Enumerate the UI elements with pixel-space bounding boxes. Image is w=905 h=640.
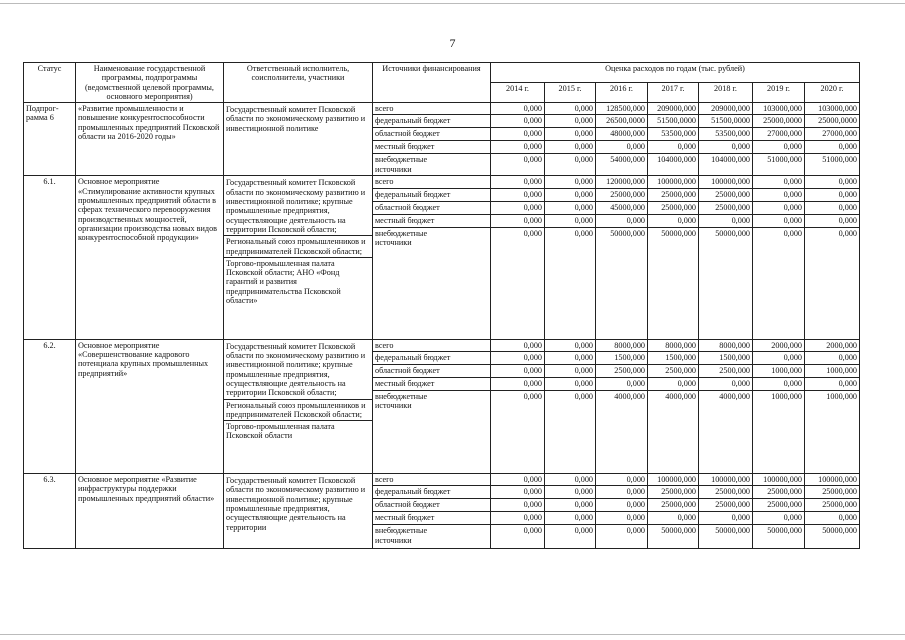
- amount-cell: 0,000: [545, 227, 596, 339]
- amount-cell: 0,000: [491, 378, 545, 391]
- header-year: 2018 г.: [699, 83, 753, 103]
- amount-cell: 0,000: [596, 512, 648, 525]
- amount-cell: 103000,000: [805, 103, 860, 115]
- table-body: [24, 103, 860, 549]
- amount-cell: 0,000: [805, 188, 860, 201]
- header-executor: Ответственный исполнитель, соисполнители, участники: [224, 63, 373, 103]
- amount-cell: 0,000: [491, 365, 545, 378]
- amount-cell: 2000,000: [753, 339, 805, 351]
- amount-cell: 25000,000: [753, 499, 805, 512]
- amount-cell: 0,000: [491, 512, 545, 525]
- amount-cell: 25000,000: [648, 499, 699, 512]
- amount-cell: 0,000: [545, 214, 596, 227]
- funding-source-cell: местный бюджет: [373, 141, 491, 154]
- amount-cell: 0,000: [545, 339, 596, 351]
- financing-table: [23, 62, 860, 549]
- status-cell: 6.1.: [24, 176, 76, 339]
- amount-cell: 25000,000: [648, 486, 699, 499]
- amount-cell: 27000,000: [753, 128, 805, 141]
- amount-cell: 25000,0000: [753, 115, 805, 128]
- amount-cell: 25000,000: [805, 499, 860, 512]
- amount-cell: 0,000: [491, 486, 545, 499]
- amount-cell: 0,000: [699, 141, 753, 154]
- funding-source-cell: федеральный бюджет: [373, 188, 491, 201]
- amount-cell: 2500,000: [596, 365, 648, 378]
- amount-cell: 0,000: [648, 512, 699, 525]
- amount-cell: 0,000: [545, 154, 596, 176]
- funding-source-cell: всего: [373, 103, 491, 115]
- executor-cell: [224, 176, 373, 339]
- amount-cell: 4000,000: [699, 391, 753, 474]
- funding-source-cell: внебюджетные источники: [373, 227, 491, 339]
- program-name-cell: Основное мероприятие «Совершенствование кадрового потенциала крупных промышленных предприятий»: [76, 339, 224, 473]
- executor-item: Торгово-промышленная палата Псковской области; АНО «Фонд гарантий и развития предпринимательства Псковской области»: [224, 257, 372, 306]
- funding-source-cell: федеральный бюджет: [373, 352, 491, 365]
- amount-cell: 0,000: [699, 214, 753, 227]
- header-year: 2019 г.: [753, 83, 805, 103]
- amount-cell: 1500,000: [596, 352, 648, 365]
- funding-source-cell: федеральный бюджет: [373, 115, 491, 128]
- funding-source-cell: областной бюджет: [373, 201, 491, 214]
- amount-cell: 0,000: [545, 103, 596, 115]
- amount-cell: 48000,000: [596, 128, 648, 141]
- amount-cell: 0,000: [491, 499, 545, 512]
- amount-cell: 0,000: [491, 391, 545, 474]
- amount-cell: 2500,000: [699, 365, 753, 378]
- amount-cell: 104000,000: [648, 154, 699, 176]
- page-number: 7: [449, 36, 456, 50]
- amount-cell: 128500,000: [596, 103, 648, 115]
- amount-cell: 0,000: [545, 525, 596, 549]
- amount-cell: 50000,000: [699, 525, 753, 549]
- funding-source-cell: всего: [373, 339, 491, 351]
- amount-cell: 0,000: [753, 201, 805, 214]
- amount-cell: 0,000: [805, 512, 860, 525]
- header-status: Статус: [24, 63, 76, 103]
- executor-item: Государственный комитет Псковской области по экономическому развитию и инвестиционной политике; крупные промышленные предприятия, осуществляющие деятельность на территории Псковской области;: [226, 341, 366, 398]
- amount-cell: 8000,000: [648, 339, 699, 351]
- executor-item: Региональный союз промышленников и предпринимателей Псковской области;: [224, 399, 372, 421]
- funding-source-cell: внебюджетные источники: [373, 525, 491, 549]
- amount-cell: 51500,0000: [699, 115, 753, 128]
- amount-cell: 0,000: [753, 176, 805, 188]
- amount-cell: 2000,000: [805, 339, 860, 351]
- header-year: 2017 г.: [648, 83, 699, 103]
- amount-cell: 0,000: [753, 214, 805, 227]
- program-name-cell: Основное мероприятие «Стимулирование активности крупных промышленных предприятий области в сферах технического перевооружения производственных мощностей, организации производства новых видов конкурентоспособной продукции»: [76, 176, 224, 339]
- amount-cell: 100000,000: [648, 176, 699, 188]
- amount-cell: 50000,000: [596, 227, 648, 339]
- executor-item: Торгово-промышленная палата Псковской области: [224, 420, 372, 442]
- amount-cell: 0,000: [753, 141, 805, 154]
- amount-cell: 2500,000: [648, 365, 699, 378]
- amount-cell: 51000,000: [753, 154, 805, 176]
- amount-cell: 0,000: [491, 525, 545, 549]
- amount-cell: 0,000: [491, 227, 545, 339]
- header-row: [24, 63, 860, 83]
- amount-cell: 0,000: [596, 499, 648, 512]
- amount-cell: 25000,000: [596, 188, 648, 201]
- amount-cell: 0,000: [753, 352, 805, 365]
- amount-cell: 53500,000: [699, 128, 753, 141]
- table-row: [24, 103, 860, 115]
- program-name-cell: «Развитие промышленности и повышение конкурентоспособности промышленных предприятий Псковской области на 2016-2020 годы»: [76, 103, 224, 176]
- amount-cell: 51000,000: [805, 154, 860, 176]
- amount-cell: 0,000: [699, 512, 753, 525]
- amount-cell: 0,000: [805, 352, 860, 365]
- amount-cell: 0,000: [805, 227, 860, 339]
- funding-source-cell: местный бюджет: [373, 378, 491, 391]
- amount-cell: 0,000: [805, 176, 860, 188]
- amount-cell: 0,000: [491, 214, 545, 227]
- amount-cell: 50000,000: [648, 227, 699, 339]
- amount-cell: 50000,000: [648, 525, 699, 549]
- table-row: [24, 339, 860, 351]
- amount-cell: 209000,000: [648, 103, 699, 115]
- amount-cell: 25000,000: [753, 486, 805, 499]
- amount-cell: 54000,000: [596, 154, 648, 176]
- amount-cell: 0,000: [805, 214, 860, 227]
- amount-cell: 0,000: [648, 141, 699, 154]
- amount-cell: 0,000: [545, 176, 596, 188]
- executor-item: Государственный комитет Псковской области по экономическому развитию и инвестиционной политике; крупные промышленные предприятия, осуществляющие деятельность на территории Псковской области;: [226, 178, 366, 234]
- header-sources: Источники финансирования: [373, 63, 491, 103]
- amount-cell: 0,000: [545, 365, 596, 378]
- amount-cell: 0,000: [805, 201, 860, 214]
- header-year: 2014 г.: [491, 83, 545, 103]
- amount-cell: 0,000: [545, 486, 596, 499]
- amount-cell: 0,000: [491, 128, 545, 141]
- amount-cell: 100000,000: [805, 474, 860, 486]
- amount-cell: 25000,000: [699, 201, 753, 214]
- amount-cell: 209000,000: [699, 103, 753, 115]
- amount-cell: 0,000: [545, 141, 596, 154]
- amount-cell: 25000,000: [699, 499, 753, 512]
- amount-cell: 0,000: [545, 378, 596, 391]
- amount-cell: 51500,0000: [648, 115, 699, 128]
- funding-source-cell: всего: [373, 176, 491, 188]
- amount-cell: 4000,000: [596, 391, 648, 474]
- amount-cell: 1500,000: [699, 352, 753, 365]
- amount-cell: 0,000: [545, 512, 596, 525]
- executor-cell: [224, 474, 373, 549]
- funding-source-cell: внебюджетные источники: [373, 154, 491, 176]
- amount-cell: 0,000: [491, 188, 545, 201]
- amount-cell: 100000,000: [648, 474, 699, 486]
- amount-cell: 0,000: [753, 188, 805, 201]
- amount-cell: 0,000: [596, 141, 648, 154]
- executor-item: Государственный комитет Псковской области по экономическому развитию и инвестиционной политике: [226, 105, 366, 133]
- executor-item: Региональный союз промышленников и предпринимателей Псковской области;: [224, 235, 372, 257]
- amount-cell: 120000,000: [596, 176, 648, 188]
- status-cell: 6.3.: [24, 474, 76, 549]
- amount-cell: 26500,0000: [596, 115, 648, 128]
- amount-cell: 0,000: [491, 474, 545, 486]
- amount-cell: 27000,000: [805, 128, 860, 141]
- funding-source-cell: областной бюджет: [373, 499, 491, 512]
- amount-cell: 0,000: [491, 141, 545, 154]
- funding-source-cell: всего: [373, 474, 491, 486]
- amount-cell: 0,000: [545, 499, 596, 512]
- funding-source-cell: местный бюджет: [373, 214, 491, 227]
- table-row: [24, 176, 860, 188]
- amount-cell: 100000,000: [699, 176, 753, 188]
- amount-cell: 0,000: [753, 378, 805, 391]
- amount-cell: 0,000: [491, 339, 545, 351]
- funding-source-cell: федеральный бюджет: [373, 486, 491, 499]
- amount-cell: 25000,000: [648, 201, 699, 214]
- amount-cell: 0,000: [545, 188, 596, 201]
- amount-cell: 25000,000: [699, 188, 753, 201]
- amount-cell: 0,000: [805, 141, 860, 154]
- amount-cell: 1000,000: [805, 391, 860, 474]
- amount-cell: 1500,000: [648, 352, 699, 365]
- amount-cell: 0,000: [596, 378, 648, 391]
- amount-cell: 1000,000: [805, 365, 860, 378]
- amount-cell: 0,000: [596, 474, 648, 486]
- amount-cell: 0,000: [753, 227, 805, 339]
- funding-source-cell: внебюджетные источники: [373, 391, 491, 474]
- header-year: 2015 г.: [545, 83, 596, 103]
- amount-cell: 25000,0000: [805, 115, 860, 128]
- amount-cell: 0,000: [491, 176, 545, 188]
- amount-cell: 0,000: [648, 214, 699, 227]
- header-year: 2020 г.: [805, 83, 860, 103]
- amount-cell: 53500,000: [648, 128, 699, 141]
- status-cell: Подпрог- рамма 6: [24, 103, 76, 176]
- amount-cell: 1000,000: [753, 365, 805, 378]
- amount-cell: 103000,000: [753, 103, 805, 115]
- amount-cell: 0,000: [648, 378, 699, 391]
- amount-cell: 104000,000: [699, 154, 753, 176]
- amount-cell: 0,000: [596, 525, 648, 549]
- amount-cell: 0,000: [491, 115, 545, 128]
- executor-item: Государственный комитет Псковской области по экономическому развитию и инвестиционной политике; крупные промышленные предприятия, осуществляющие деятельность на территории: [226, 476, 366, 532]
- amount-cell: 0,000: [596, 486, 648, 499]
- amount-cell: 0,000: [699, 378, 753, 391]
- amount-cell: 25000,000: [699, 486, 753, 499]
- status-cell: 6.2.: [24, 339, 76, 473]
- header-name: Наименование государственной программы, подпрограммы (ведомственной целевой программы, основного мероприятия): [76, 63, 224, 103]
- amount-cell: 50000,000: [753, 525, 805, 549]
- amount-cell: 25000,000: [805, 486, 860, 499]
- amount-cell: 0,000: [805, 378, 860, 391]
- amount-cell: 50000,000: [699, 227, 753, 339]
- amount-cell: 0,000: [545, 474, 596, 486]
- amount-cell: 0,000: [545, 201, 596, 214]
- amount-cell: 0,000: [491, 154, 545, 176]
- amount-cell: 100000,000: [699, 474, 753, 486]
- amount-cell: 1000,000: [753, 391, 805, 474]
- amount-cell: 0,000: [545, 128, 596, 141]
- scan-bottom-edge: [0, 634, 905, 635]
- amount-cell: 0,000: [545, 352, 596, 365]
- funding-source-cell: местный бюджет: [373, 512, 491, 525]
- amount-cell: 0,000: [491, 201, 545, 214]
- executor-cell: [224, 339, 373, 473]
- funding-source-cell: областной бюджет: [373, 365, 491, 378]
- program-name-cell: Основное мероприятие «Развитие инфраструктуры поддержки промышленных предприятий области»: [76, 474, 224, 549]
- header-year: 2016 г.: [596, 83, 648, 103]
- table-row: [24, 474, 860, 486]
- amount-cell: 50000,000: [805, 525, 860, 549]
- amount-cell: 0,000: [491, 352, 545, 365]
- executor-cell: [224, 103, 373, 176]
- amount-cell: 100000,000: [753, 474, 805, 486]
- amount-cell: 0,000: [545, 391, 596, 474]
- amount-cell: 0,000: [491, 103, 545, 115]
- scan-top-edge: [0, 3, 905, 4]
- amount-cell: 8000,000: [596, 339, 648, 351]
- header-estimate: Оценка расходов по годам (тыс. рублей): [491, 63, 860, 83]
- amount-cell: 4000,000: [648, 391, 699, 474]
- amount-cell: 25000,000: [648, 188, 699, 201]
- funding-source-cell: областной бюджет: [373, 128, 491, 141]
- amount-cell: 0,000: [753, 512, 805, 525]
- amount-cell: 45000,000: [596, 201, 648, 214]
- amount-cell: 8000,000: [699, 339, 753, 351]
- amount-cell: 0,000: [545, 115, 596, 128]
- amount-cell: 0,000: [596, 214, 648, 227]
